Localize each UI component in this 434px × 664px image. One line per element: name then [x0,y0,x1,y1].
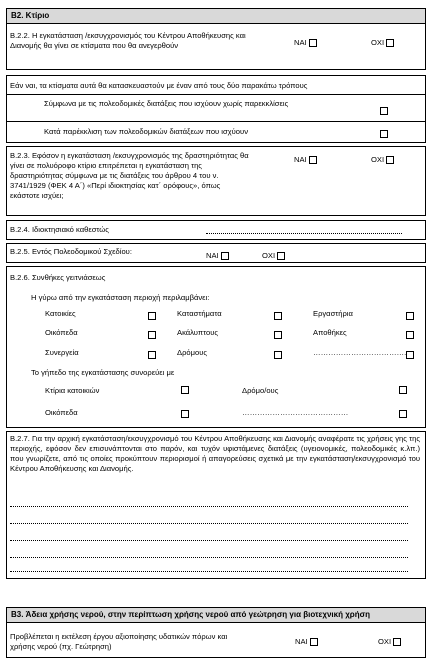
q22-yes-label: ΝΑΙ [294,38,307,47]
area-item-other-input[interactable]: ………………………………. [313,348,407,357]
q23-text: B.2.3. Εφόσον η εγκατάσταση /εκσυγχρονισμός της δραστηριότητας θα γίνει σε πολυόροφο κτίριο επιτρέπεται η εγκατάσταση της δραστηριότητας σύμφωνα με τις διατάξεις του άρθρου 4 του ν. 3741/1929 (ΦΕΚ 4 Α΄) «Περί ιδιοκτησίας κατ΄ ορόφους», όπως εκάστοτε ισχύει; [10,151,249,201]
q23-yes-checkbox[interactable] [309,156,317,164]
q25-yes-label: ΝΑΙ [206,251,219,260]
q25-yes [206,251,229,261]
q22-yes-checkbox[interactable] [309,39,317,47]
area-item-akalyptous: Ακάλυπτους [177,328,219,337]
floor-item-oikopeda: Οικόπεδα [45,408,78,417]
q22-no-checkbox[interactable] [386,39,394,47]
floor-item-oikopeda-checkbox[interactable] [181,410,189,418]
area-item-dromous: Δρόμους [177,348,208,357]
area-item-synergeia-checkbox[interactable] [148,351,156,359]
area-item-oikopeda-checkbox[interactable] [148,331,156,339]
q25-no-label: ΟΧΙ [262,251,276,260]
area-item-apothikes: Αποθήκες [313,328,347,337]
b3-text: Προβλέπεται η εκτέλεση έργου αξιοποίησης υδατικών πόρων και χρήσης νερού (πχ. Γεώτρηση) [10,632,228,652]
b3-yes [295,637,318,647]
q24-text: B.2.4. Ιδιοκτησιακό καθεστώς [10,225,109,234]
floor-item-other-input[interactable]: …………………………………… [242,408,349,417]
q25-text: B.2.5. Εντός Πολεοδομικού Σχεδίου: [10,247,132,256]
q26-floor-intro: Το γήπεδο της εγκατάστασης συνορεύει με [31,368,175,377]
floor-item-ktiria-katoikion-checkbox[interactable] [181,386,189,394]
floor-item-dromos-checkbox[interactable] [399,386,407,394]
q27-answer-line-1[interactable] [10,506,408,507]
section-b3-title: B3. Άδεια χρήσης νερού, στην περίπτωση χρήσης νερού από γεώτρηση για βιοτεχνική χρήση [11,610,370,619]
q22-no [371,38,394,48]
b3-no-label: ΟΧΙ [378,637,392,646]
q24-input-line[interactable] [206,233,402,234]
area-item-katoikies: Κατοικίες [45,309,76,318]
divider [6,94,426,95]
q22-yes [294,38,317,48]
floor-item-ktiria-katoikion: Κτίρια κατοικιών [45,386,100,395]
if-yes-intro: Εάν ναι, τα κτίσματα αυτά θα κατασκευαστούν με έναν από τους δύο παρακάτω τρόπους [10,81,308,90]
q23-yes-label: ΝΑΙ [294,155,307,164]
area-item-akalyptous-checkbox[interactable] [274,331,282,339]
area-item-ergastiria-checkbox[interactable] [406,312,414,320]
area-item-katastimata-checkbox[interactable] [274,312,282,320]
q23-no-label: ΟΧΙ [371,155,385,164]
q25-no [262,251,285,261]
b3-no [378,637,401,647]
q27-answer-line-4[interactable] [10,557,408,558]
divider [6,121,426,122]
floor-item-dromos: Δρόμο/ους [242,386,279,395]
if-yes-option-1: Σύμφωνα με τις πολεοδομικές διατάξεις που ισχύουν χωρίς παρεκκλίσεις [44,99,289,108]
q26-text: B.2.6. Συνθήκες γειτνιάσεως [10,273,106,282]
b3-yes-checkbox[interactable] [310,638,318,646]
area-item-oikopeda: Οικόπεδα [45,328,78,337]
area-item-dromous-checkbox[interactable] [274,351,282,359]
q22-text: B.2.2. Η εγκατάσταση /εκσυγχρονισμός του Κέντρου Αποθήκευσης και Διανομής θα γίνει σε κτίσματα που θα ανεγερθούν [10,31,246,51]
area-item-katoikies-checkbox[interactable] [148,312,156,320]
floor-item-other-checkbox[interactable] [399,410,407,418]
q23-no [371,155,394,165]
area-item-synergeia: Συνεργεία [45,348,79,357]
q26-box [6,266,426,428]
q22-no-label: ΟΧΙ [371,38,385,47]
section-b2-title: B2. Κτίριο [11,11,50,20]
q25-no-checkbox[interactable] [277,252,285,260]
area-item-ergastiria: Εργαστήρια [313,309,353,318]
q23-yes [294,155,317,165]
if-yes-option-1-checkbox[interactable] [380,107,388,115]
area-item-other-checkbox[interactable] [406,351,414,359]
q27-answer-line-3[interactable] [10,540,408,541]
q23-no-checkbox[interactable] [386,156,394,164]
if-yes-option-2-checkbox[interactable] [380,130,388,138]
q26-area-intro: Η γύρω από την εγκατάσταση περιοχή περιλαμβάνει: [31,293,210,302]
q27-answer-line-5[interactable] [10,571,408,572]
section-b3-header [6,607,426,623]
q27-text: B.2.7. Για την αρχική εγκατάσταση/εκσυγχρονισμό του Κέντρου Αποθήκευσης και Διανομής αναφέρατε τις χρήσεις γης της περιοχής, εφόσον δεν επισυνάπτονται στο παρόν, και τυχόν υφιστάμενες διατάξεις (υγειονομικές, πολεοδομικές κ.λπ.) που γνωρίζετε, από τις οποίες προκύπτουν περιορισμοί ή απαγορεύσεις σχετικά με την εγκατάσταση/εκσυγχρονισμό του Κέντρου Αποθήκευσης και Διανομής. [10,434,420,474]
q25-yes-checkbox[interactable] [221,252,229,260]
b3-yes-label: ΝΑΙ [295,637,308,646]
area-item-katastimata: Καταστήματα [177,309,222,318]
b3-no-checkbox[interactable] [393,638,401,646]
section-b2-header [6,8,426,24]
area-item-apothikes-checkbox[interactable] [406,331,414,339]
q27-answer-line-2[interactable] [10,523,408,524]
if-yes-option-2: Κατά παρέκκλιση των πολεοδομικών διατάξεων που ισχύουν [44,127,248,136]
